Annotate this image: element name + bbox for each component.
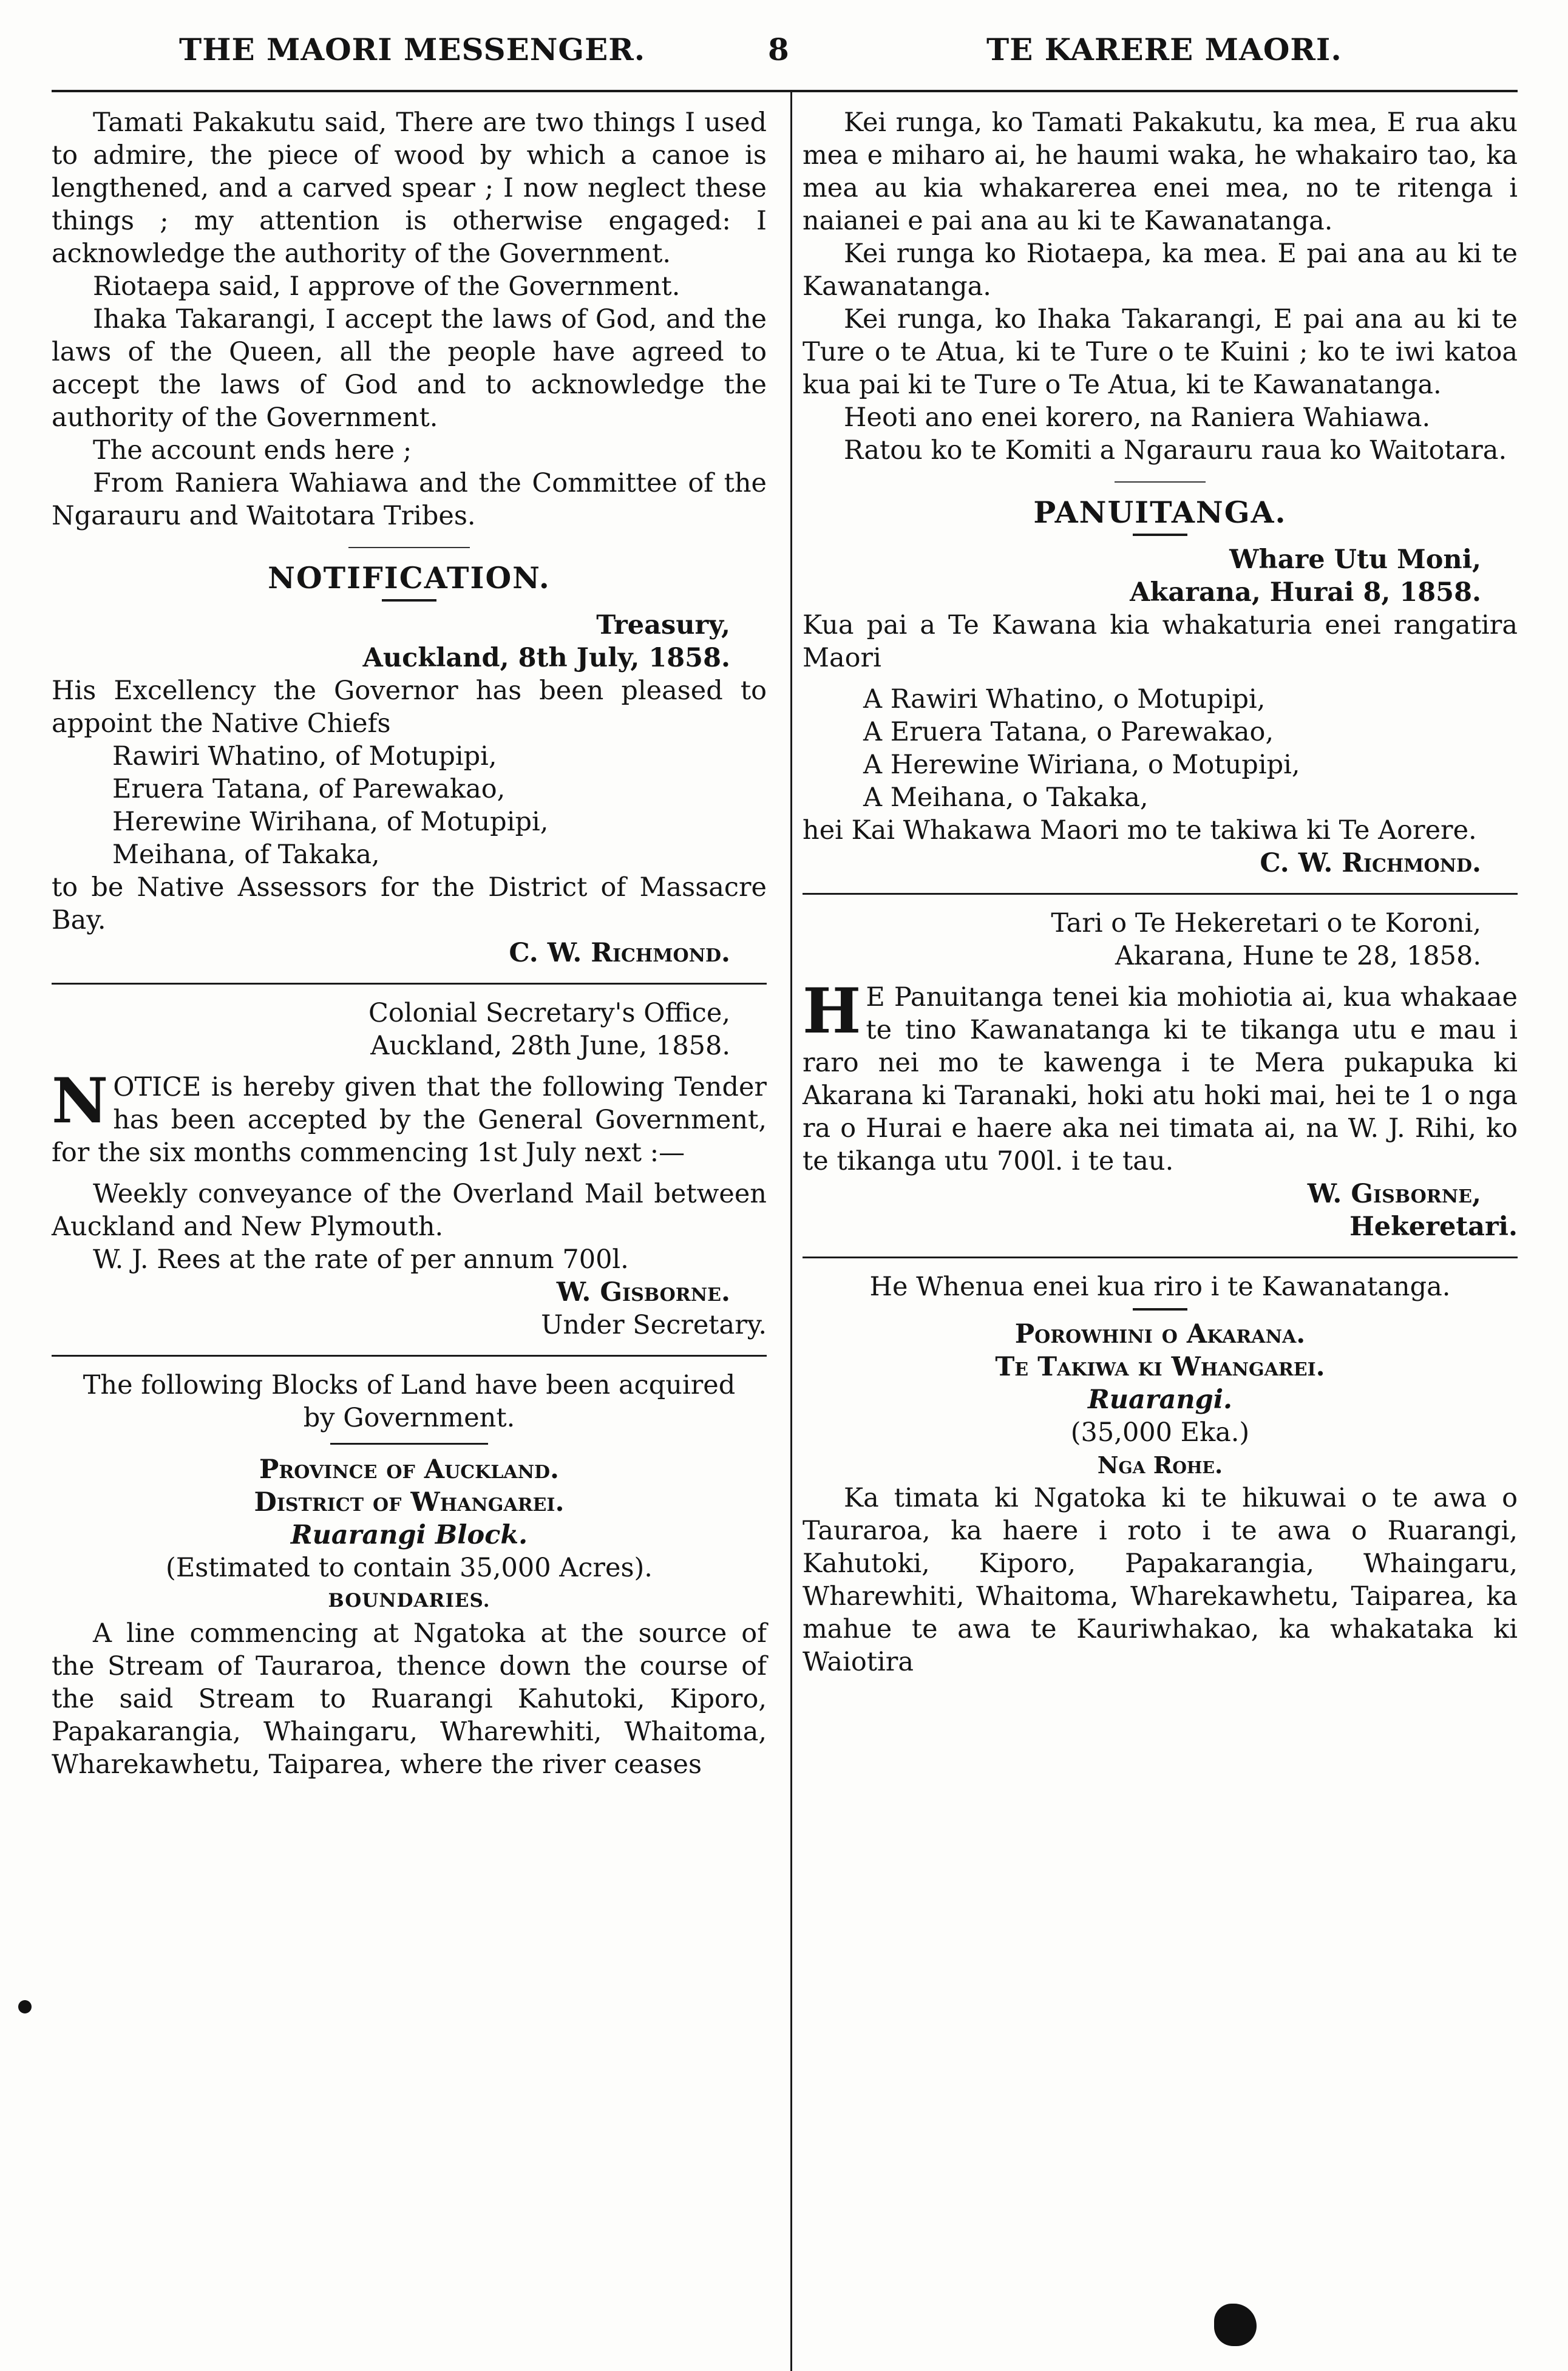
paragraph: Kei runga, ko Tamati Pakakutu, ka mea, E rua aku mea e miharo ai, he haumi waka, he whakairo tao, ka mea au kia whakarerea enei mea, no te ritenga i naianei e pai ana au ki te Kawanatanga. xyxy=(803,107,1518,236)
column-divider xyxy=(790,91,792,2371)
notice-paragraph xyxy=(803,975,1518,1178)
section-divider xyxy=(1115,481,1206,483)
section-divider xyxy=(348,547,470,548)
signature-role: Under Secretary. xyxy=(541,1310,767,1340)
title-rule xyxy=(330,1443,488,1445)
paragraph: His Excellency the Governor has been pleased to appoint the Native Chiefs xyxy=(52,676,767,739)
estimate-line: (35,000 Eka.) xyxy=(1070,1417,1250,1448)
date-line: Auckland, 8th July, 1858. xyxy=(362,643,730,673)
office-line: Tari o Te Hekeretari o te Koroni, xyxy=(1051,908,1481,938)
estimate-line: (Estimated to contain 35,000 Acres). xyxy=(166,1553,653,1583)
date-line: Akarana, Hurai 8, 1858. xyxy=(1130,577,1481,608)
name-line: Rawiri Whatino, of Motupipi, xyxy=(112,741,497,772)
signature: W. Gisborne, xyxy=(1307,1179,1481,1209)
district-heading: District of Whangarei. xyxy=(254,1487,565,1518)
title-rule xyxy=(382,599,436,602)
name-line: A Meihana, o Takaka, xyxy=(863,782,1149,813)
section-rule xyxy=(52,1355,767,1357)
name-line: A Rawiri Whatino, o Motupipi, xyxy=(863,684,1266,714)
section-title: NOTIFICATION. xyxy=(268,560,551,595)
section-intro: The following Blocks of Land have been acquired by Government. xyxy=(83,1370,736,1433)
block-name: Ruarangi. xyxy=(1087,1385,1232,1415)
maori-column xyxy=(803,106,1518,1678)
paragraph: A line commencing at Ngatoka at the source of the Stream of Tauraroa, thence down the course of the said Stream to Ruarangi Kahutoki, Kiporo, Papakarangia, Whaingaru, Wharewhiti, Whaitoma, Wharekawhetu, Taiparea, where the river ceases xyxy=(52,1618,767,1780)
province-heading: Porowhini o Akarana. xyxy=(1014,1319,1306,1349)
boundaries-label: BOUNDARIES. xyxy=(328,1590,490,1612)
paragraph: Ihaka Takarangi, I accept the laws of God, and the laws of the Queen, all the people have agreed to accept the laws of God and to acknowledge the authority of the Government. xyxy=(52,304,767,433)
masthead-maori: TE KARERE MAORI. xyxy=(986,32,1342,67)
masthead-english: THE MAORI MESSENGER. xyxy=(179,32,646,67)
paragraph: Heoti ano enei korero, na Raniera Wahiawa. xyxy=(844,402,1431,433)
drop-cap: N xyxy=(52,1065,109,1138)
notice-text: E Panuitanga tenei kia mohiotia ai, kua whakaae te tino Kawanatanga ki te tikanga utu e mau i raro nei mo te kawenga i te Mera pukapuka ki Akarana ki Taranaki, hoki atu hoki mai, hei te 1 o nga ra o Hurai e haere aka nei timata ai, na W. J. Rihi, ko te tikanga utu 700l. i te tau. xyxy=(803,982,1518,1176)
section-rule xyxy=(803,893,1518,895)
name-line: A Herewine Wiriana, o Motupipi, xyxy=(863,750,1300,780)
signature: W. Gisborne. xyxy=(556,1277,730,1308)
margin-ink-dot xyxy=(18,2000,32,2013)
page-header xyxy=(0,0,1568,91)
office-line: Colonial Secretary's Office, xyxy=(368,998,730,1028)
notice-item: W. J. Rees at the rate of per annum 700l. xyxy=(93,1244,629,1275)
paragraph: From Raniera Wahiawa and the Committee of the Ngarauru and Waitotara Tribes. xyxy=(52,468,767,531)
date-line: Akarana, Hune te 28, 1858. xyxy=(1115,941,1481,971)
paragraph: Tamati Pakakutu said, There are two things I used to admire, the piece of wood by which a canoe is lengthened, and a carved spear ; I now neglect these things ; my attention is otherwise engaged: I acknowledge the authority of the Government. xyxy=(52,107,767,269)
block-name: Ruarangi Block. xyxy=(290,1520,528,1550)
date-line: Auckland, 28th June, 1858. xyxy=(370,1031,730,1061)
signature-role: Hekeretari. xyxy=(1349,1212,1518,1242)
paragraph: Kei runga ko Riotaepa, ka mea. E pai ana au ki te Kawanatanga. xyxy=(803,239,1518,302)
section-title: PANUITANGA. xyxy=(1033,495,1287,530)
paragraph: Ratou ko te Komiti a Ngarauru raua ko Waitotara. xyxy=(844,435,1507,466)
header-rule xyxy=(52,90,1518,92)
place-line: Treasury, xyxy=(596,610,730,640)
paragraph: Kei runga, ko Ihaka Takarangi, E pai ana au ki te Ture o te Atua, ki te Ture o te Kuini ; ko te iwi katoa kua pai ki te Ture o Te Atua, ki te Kawanatanga. xyxy=(803,304,1518,400)
notice-paragraph xyxy=(52,1065,767,1169)
name-line: Herewine Wirihana, of Motupipi, xyxy=(112,807,549,837)
section-rule xyxy=(52,983,767,985)
name-line: Eruera Tatana, of Parewakao, xyxy=(112,774,506,804)
paragraph: The account ends here ; xyxy=(93,435,412,466)
drop-cap: H xyxy=(803,975,861,1048)
paragraph: Riotaepa said, I approve of the Government. xyxy=(93,271,680,302)
name-line: Meihana, of Takaka, xyxy=(112,840,380,870)
place-line: Whare Utu Moni, xyxy=(1229,544,1481,575)
paragraph: Ka timata ki Ngatoka ki te hikuwai o te awa o Tauraroa, ka haere i roto i te awa o Ruarangi, Kahutoki, Kiporo, Papakarangia, Whaingaru, Wharewhiti, Whaitoma, Wharekawhetu, Taiparea, ka mahue te awa te Kauriwhakao, ka whakataka ki Waiotira xyxy=(803,1483,1518,1677)
section-rule xyxy=(803,1257,1518,1258)
title-rule xyxy=(1133,534,1187,536)
signature: C. W. Richmond. xyxy=(509,938,730,968)
boundaries-label: Nga Rohe. xyxy=(1097,1451,1223,1479)
paragraph: Kua pai a Te Kawana kia whakaturia enei rangatira Maori xyxy=(803,610,1518,673)
paragraph: hei Kai Whakawa Maori mo te takiwa ki Te Aorere. xyxy=(803,815,1477,846)
paragraph: to be Native Assessors for the District of Massacre Bay. xyxy=(52,872,767,935)
english-column xyxy=(52,106,767,1781)
district-heading: Te Takiwa ki Whangarei. xyxy=(995,1352,1325,1382)
notice-item: Weekly conveyance of the Overland Mail between Auckland and New Plymouth. xyxy=(52,1179,767,1242)
title-rule xyxy=(1133,1308,1187,1311)
page-number: 8 xyxy=(768,32,790,67)
name-line: A Eruera Tatana, o Parewakao, xyxy=(863,717,1274,747)
province-heading: Province of Auckland. xyxy=(259,1454,559,1485)
signature: C. W. Richmond. xyxy=(1260,848,1481,878)
section-intro: He Whenua enei kua riro i te Kawanatanga. xyxy=(869,1272,1451,1302)
ink-blot xyxy=(1214,2304,1257,2346)
notice-text: OTICE is hereby given that the following Tender has been accepted by the General Government, for the six months commencing 1st July next :— xyxy=(52,1072,767,1168)
